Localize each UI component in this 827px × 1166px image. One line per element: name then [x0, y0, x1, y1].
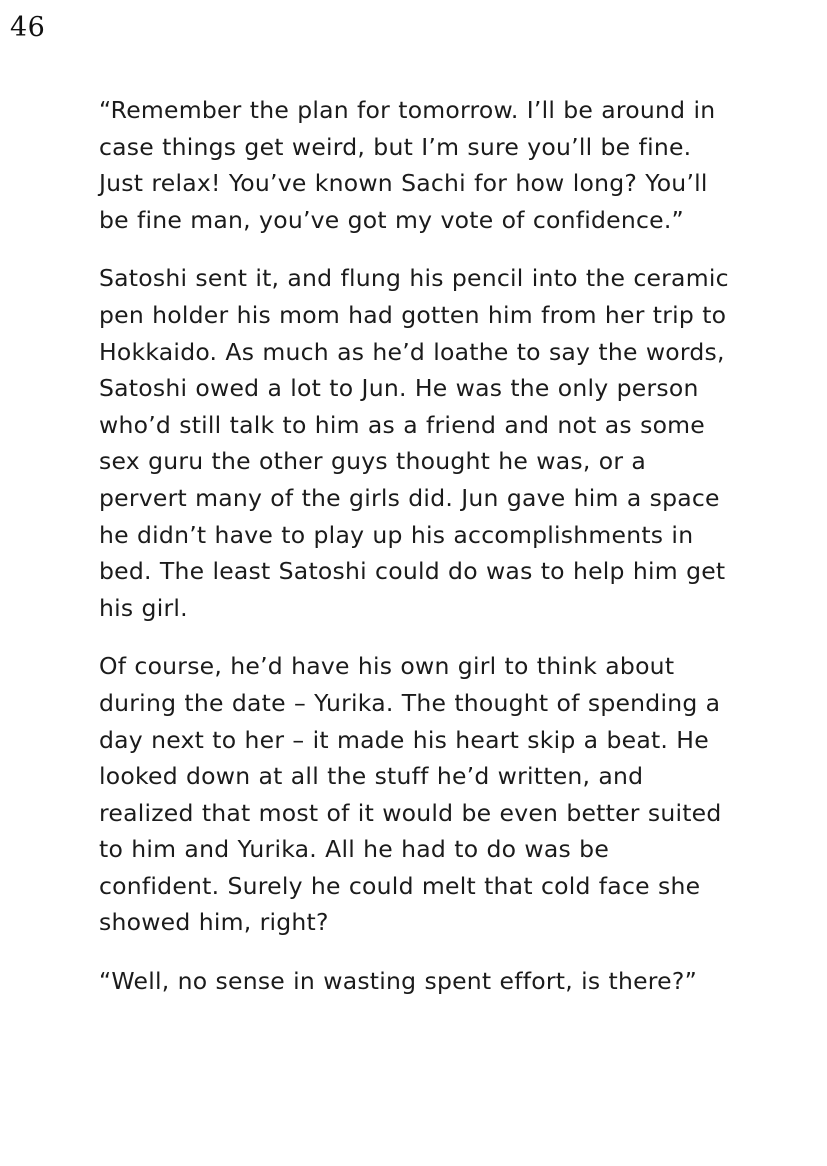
paragraph: “Well, no sense in wasting spent effort, is there?”	[99, 967, 697, 996]
paragraph: Of course, he’d have his own girl to think about during the date – Yurika. The thought of spending a day next to her – it made his heart skip a beat. He looked down at all the stuff he’d written, and realized that most of it would be even better suited to him and Yurika. All he had to do was be confident. Surely he could melt that cold face she showed him, right?	[99, 652, 722, 937]
page-number: 46	[10, 12, 46, 43]
paragraph: Satoshi sent it, and flung his pencil into the ceramic pen holder his mom had gotten him from her trip to Hokkaido. As much as he’d loathe to say the words, Satoshi owed a lot to Jun. He was the only person who’d still talk to him as a friend and not as some sex guru the other guys thought he was, or a pervert many of the girls did. Jun gave him a space he didn’t have to play up his accomplishments in bed. The least Satoshi could do was to help him get his girl.	[99, 264, 729, 622]
body-text-column	[99, 92, 733, 1000]
paragraph: “Remember the plan for tomorrow. I’ll be around in case things get weird, but I’m sure you’ll be fine. Just relax! You’ve known Sachi for how long? You’ll be fine man, you’ve got my vote of confidence.”	[99, 96, 716, 234]
